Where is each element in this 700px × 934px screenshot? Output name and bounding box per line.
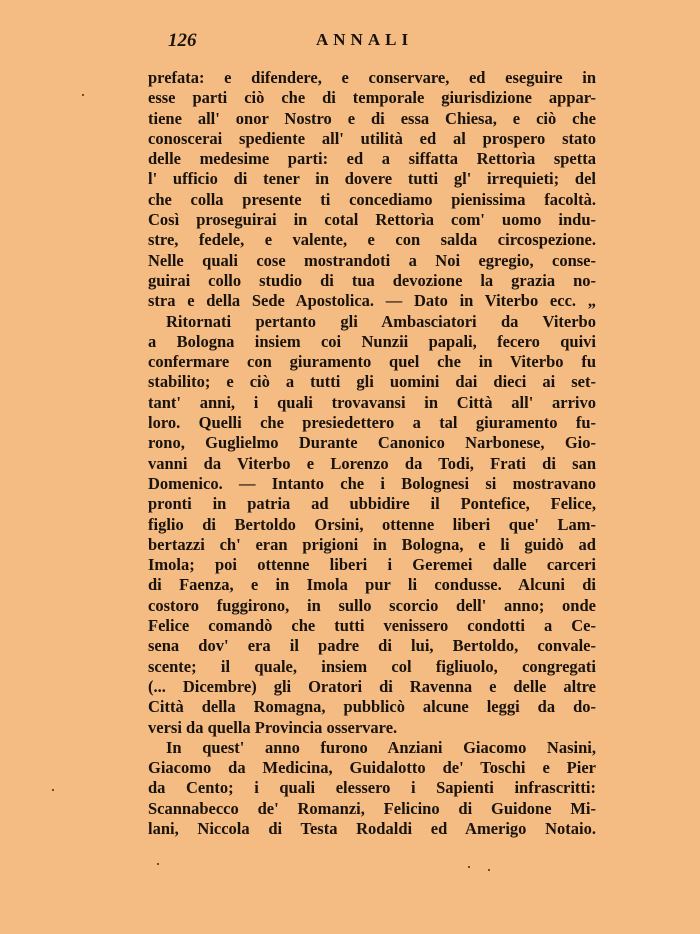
text-line: conoscerai spediente all' utilità ed al prospero stato — [148, 128, 596, 148]
text-line: guirai collo studio di tua devozione la grazia no- — [148, 270, 596, 290]
text-line: bertazzi ch' eran prigioni in Bologna, e li guidò ad — [148, 534, 596, 554]
running-head: ANNALI — [316, 30, 414, 49]
text-line: stra e della Sede Apostolica. — Dato in Viterbo ecc. „ — [148, 291, 596, 311]
text-line: Scannabecco de' Romanzi, Felicino di Guidone Mi- — [148, 798, 596, 818]
margin-speck — [468, 866, 470, 868]
text-line: Felice comandò che tutti venissero condotti a Ce- — [148, 616, 596, 636]
text-line: versi da quella Provincia osservare. — [148, 717, 398, 737]
text-line: da Cento; i quali elessero i Sapienti infrascritti: — [148, 778, 596, 798]
text-line: Giacomo da Medicina, Guidalotto de' Toschi e Pier — [148, 758, 596, 778]
text-line: Ritornati pertanto gli Ambasciatori da Viterbo — [166, 311, 596, 331]
text-line: lani, Niccola di Testa Rodaldi ed Amerigo Notaio. — [148, 818, 596, 838]
text-line: Nelle quali cose mostrandoti a Noi egregio, conse- — [148, 250, 596, 270]
margin-speck — [82, 94, 84, 96]
text-line: scente; il quale, insiem col figliuolo, congregati — [148, 656, 596, 676]
text-line: loro. Quelli che presiedettero a tal giuramento fu- — [148, 413, 596, 433]
text-line: pronti in patria ad ubbidire il Pontefice, Felice, — [148, 494, 596, 514]
text-line: l' ufficio di tener in dovere tutti gl' irrequieti; del — [148, 169, 596, 189]
body-text — [148, 68, 596, 839]
text-line: (... Dicembre) gli Oratori di Ravenna e delle altre — [148, 676, 596, 696]
margin-speck — [52, 789, 54, 791]
text-line: Imola; poi ottenne liberi i Geremei dalle carceri — [148, 555, 596, 575]
text-line: costoro fuggirono, in sullo scorcio dell' anno; onde — [148, 595, 596, 615]
text-line: vanni da Viterbo e Lorenzo da Todi, Frati di san — [148, 453, 596, 473]
text-line: stre, fedele, e valente, e con salda circospezione. — [148, 230, 596, 250]
text-line: di Faenza, e in Imola pur li condusse. Alcuni di — [148, 575, 596, 595]
text-line: stabilito; e ciò a tutti gli uomini dai dieci ai set- — [148, 372, 596, 392]
text-line: Città della Romagna, pubblicò alcune leggi da do- — [148, 697, 596, 717]
margin-speck — [157, 863, 159, 865]
text-line: che colla presente ti concediamo pienissima facoltà. — [148, 189, 596, 209]
text-line: confermare con giuramento quel che in Viterbo fu — [148, 352, 596, 372]
text-line: a Bologna insiem coi Nunzii papali, fecero quivi — [148, 331, 596, 351]
text-line: delle medesime parti: ed a siffatta Rettorìa spetta — [148, 149, 596, 169]
text-line: tant' anni, i quali trovavansi in Città all' arrivo — [148, 392, 596, 412]
text-line: In quest' anno furono Anziani Giacomo Nasini, — [166, 737, 596, 757]
text-line: prefata: e difendere, e conservare, ed eseguire in — [148, 68, 596, 87]
text-line: Così proseguirai in cotal Rettorìa com' uomo indu- — [148, 210, 596, 230]
text-line: esse parti ciò che di temporale giurisdizione appar- — [148, 88, 596, 108]
text-line: sena dov' era il padre di lui, Bertoldo, convale- — [148, 636, 596, 656]
text-line: Domenico. — Intanto che i Bolognesi si mostravano — [148, 473, 596, 493]
page-header — [148, 30, 598, 54]
margin-speck — [488, 869, 490, 871]
text-line: tiene all' onor Nostro e di essa Chiesa, e ciò che — [148, 108, 596, 128]
text-line: rono, Guglielmo Durante Canonico Narbonese, Gio- — [148, 433, 596, 453]
text-line: figlio di Bertoldo Orsini, ottenne liberi que' Lam- — [148, 514, 596, 534]
page-number: 126 — [168, 30, 197, 51]
